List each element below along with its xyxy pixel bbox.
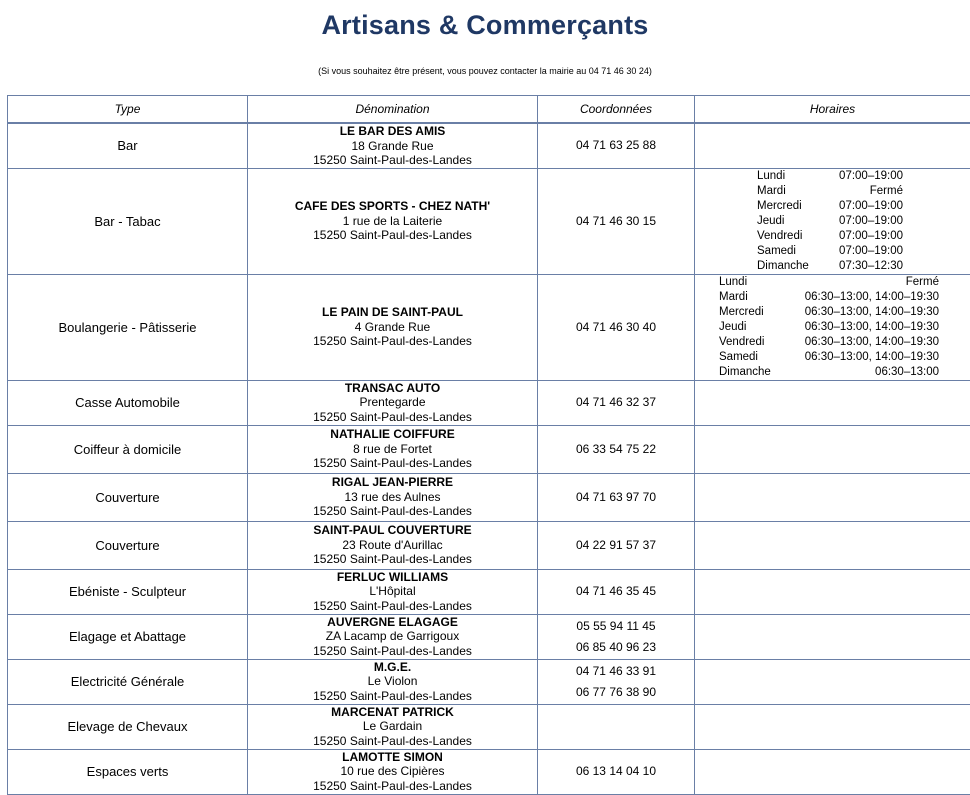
- table-row: [8, 659, 970, 704]
- hours-time: 06:30–13:00, 14:00–19:30: [785, 305, 939, 320]
- cell-denomination: [248, 380, 538, 425]
- phone-number: 04 71 46 30 40: [538, 317, 694, 338]
- business-name: MARCENAT PATRICK: [248, 705, 537, 720]
- hours-day: Jeudi: [757, 214, 831, 229]
- cell-type: Coiffeur à domicile: [8, 425, 248, 473]
- cell-horaires: [695, 704, 970, 749]
- phone-number: 04 71 46 32 37: [538, 392, 694, 413]
- hours-row: [695, 365, 970, 380]
- business-city: 15250 Saint-Paul-des-Landes: [248, 734, 537, 749]
- hours-day: Lundi: [719, 275, 785, 290]
- cell-coordonnees: [538, 380, 695, 425]
- cell-horaires: [695, 569, 970, 614]
- hours-row: [695, 350, 970, 365]
- cell-coordonnees: [538, 123, 695, 168]
- header-row: [8, 96, 970, 124]
- business-city: 15250 Saint-Paul-des-Landes: [248, 410, 537, 425]
- cell-horaires: [695, 274, 970, 380]
- business-address: 1 rue de la Laiterie: [248, 214, 537, 229]
- cell-type: Ebéniste - Sculpteur: [8, 569, 248, 614]
- cell-denomination: [248, 123, 538, 168]
- phone-number: 04 71 46 30 15: [538, 211, 694, 232]
- table-row: [8, 380, 970, 425]
- hours-day: Samedi: [757, 244, 831, 259]
- hours-row: [695, 335, 970, 350]
- phone-number: 06 33 54 75 22: [538, 439, 694, 460]
- hours-time: 07:00–19:00: [831, 229, 903, 244]
- cell-type: Espaces verts: [8, 749, 248, 794]
- hours-row: [695, 320, 970, 335]
- business-name: FERLUC WILLIAMS: [248, 570, 537, 585]
- hours-time: 06:30–13:00, 14:00–19:30: [785, 290, 939, 305]
- phone-number: 06 85 40 96 23: [538, 637, 694, 658]
- hours-day: Vendredi: [719, 335, 785, 350]
- cell-denomination: [248, 473, 538, 521]
- hours-day: Samedi: [719, 350, 785, 365]
- hours-row: [695, 169, 970, 184]
- hours-day: Mardi: [719, 290, 785, 305]
- cell-horaires: [695, 123, 970, 168]
- hours-row: [695, 184, 970, 199]
- cell-type: Boulangerie - Pâtisserie: [8, 274, 248, 380]
- business-name: LE BAR DES AMIS: [248, 124, 537, 139]
- cell-coordonnees: [538, 274, 695, 380]
- hours-row: [695, 214, 970, 229]
- cell-type: Couverture: [8, 521, 248, 569]
- hours-time: 07:00–19:00: [831, 199, 903, 214]
- hours-time: 07:00–19:00: [831, 244, 903, 259]
- hours-time: 06:30–13:00: [785, 365, 939, 380]
- table-row: [8, 274, 970, 380]
- phone-number: 05 55 94 11 45: [538, 616, 694, 637]
- cell-horaires: [695, 521, 970, 569]
- business-city: 15250 Saint-Paul-des-Landes: [248, 689, 537, 704]
- cell-denomination: [248, 425, 538, 473]
- hours-time: 06:30–13:00, 14:00–19:30: [785, 335, 939, 350]
- table-row: [8, 425, 970, 473]
- cell-horaires: [695, 168, 970, 274]
- table-row: [8, 168, 970, 274]
- cell-denomination: [248, 749, 538, 794]
- business-address: 10 rue des Cipières: [248, 764, 537, 779]
- cell-coordonnees: [538, 749, 695, 794]
- business-city: 15250 Saint-Paul-des-Landes: [248, 456, 537, 471]
- business-name: LAMOTTE SIMON: [248, 750, 537, 765]
- business-city: 15250 Saint-Paul-des-Landes: [248, 552, 537, 567]
- cell-type: Elagage et Abattage: [8, 614, 248, 659]
- hours-day: Dimanche: [719, 365, 785, 380]
- cell-denomination: [248, 274, 538, 380]
- hours-list: [695, 275, 970, 380]
- phone-number: 06 13 14 04 10: [538, 761, 694, 782]
- business-address: L'Hôpital: [248, 584, 537, 599]
- header-horaires: Horaires: [695, 96, 970, 124]
- phone-number: 04 71 46 35 45: [538, 581, 694, 602]
- business-city: 15250 Saint-Paul-des-Landes: [248, 153, 537, 168]
- hours-row: [695, 305, 970, 320]
- hours-time: 06:30–13:00, 14:00–19:30: [785, 350, 939, 365]
- phone-number: 04 71 63 25 88: [538, 135, 694, 156]
- hours-day: Mercredi: [719, 305, 785, 320]
- table-row: [8, 704, 970, 749]
- business-address: 13 rue des Aulnes: [248, 490, 537, 505]
- business-address: Le Violon: [248, 674, 537, 689]
- cell-denomination: [248, 521, 538, 569]
- phone-number: 04 71 46 33 91: [538, 661, 694, 682]
- hours-time: 07:00–19:00: [831, 214, 903, 229]
- business-name: TRANSAC AUTO: [248, 381, 537, 396]
- cell-horaires: [695, 659, 970, 704]
- cell-coordonnees: [538, 614, 695, 659]
- business-address: 18 Grande Rue: [248, 139, 537, 154]
- hours-row: [695, 244, 970, 259]
- business-name: M.G.E.: [248, 660, 537, 675]
- hours-row: [695, 259, 970, 274]
- hours-day: Vendredi: [757, 229, 831, 244]
- cell-horaires: [695, 380, 970, 425]
- cell-coordonnees: [538, 569, 695, 614]
- hours-day: Mercredi: [757, 199, 831, 214]
- business-address: 8 rue de Fortet: [248, 442, 537, 457]
- cell-denomination: [248, 168, 538, 274]
- directory-table-wrapper: [7, 95, 970, 795]
- business-city: 15250 Saint-Paul-des-Landes: [248, 334, 537, 349]
- business-address: 23 Route d'Aurillac: [248, 538, 537, 553]
- table-row: [8, 521, 970, 569]
- cell-coordonnees: [538, 659, 695, 704]
- business-city: 15250 Saint-Paul-des-Landes: [248, 228, 537, 243]
- hours-time: 07:30–12:30: [831, 259, 903, 274]
- cell-type: Bar: [8, 123, 248, 168]
- table-row: [8, 569, 970, 614]
- cell-type: Elevage de Chevaux: [8, 704, 248, 749]
- hours-day: Jeudi: [719, 320, 785, 335]
- business-name: LE PAIN DE SAINT-PAUL: [248, 305, 537, 320]
- hours-row: [695, 199, 970, 214]
- cell-type: Electricité Générale: [8, 659, 248, 704]
- business-address: Le Gardain: [248, 719, 537, 734]
- business-city: 15250 Saint-Paul-des-Landes: [248, 599, 537, 614]
- business-name: CAFE DES SPORTS - CHEZ NATH': [248, 199, 537, 214]
- cell-horaires: [695, 614, 970, 659]
- directory-table: [7, 95, 970, 795]
- header-denomination: Dénomination: [248, 96, 538, 124]
- cell-type: Couverture: [8, 473, 248, 521]
- business-name: RIGAL JEAN-PIERRE: [248, 475, 537, 490]
- page-subtitle: (Si vous souhaitez être présent, vous pouvez contacter la mairie au 04 71 46 30 24): [0, 66, 970, 76]
- cell-coordonnees: [538, 704, 695, 749]
- cell-horaires: [695, 749, 970, 794]
- cell-type: Casse Automobile: [8, 380, 248, 425]
- cell-coordonnees: [538, 521, 695, 569]
- table-row: [8, 123, 970, 168]
- business-address: ZA Lacamp de Garrigoux: [248, 629, 537, 644]
- business-name: NATHALIE COIFFURE: [248, 427, 537, 442]
- cell-denomination: [248, 614, 538, 659]
- cell-coordonnees: [538, 168, 695, 274]
- cell-type: Bar - Tabac: [8, 168, 248, 274]
- hours-time: 07:00–19:00: [831, 169, 903, 184]
- hours-day: Dimanche: [757, 259, 831, 274]
- hours-row: [695, 275, 970, 290]
- cell-denomination: [248, 569, 538, 614]
- page-title: Artisans & Commerçants: [0, 10, 970, 41]
- table-row: [8, 473, 970, 521]
- hours-time: 06:30–13:00, 14:00–19:30: [785, 320, 939, 335]
- hours-day: Mardi: [757, 184, 831, 199]
- hours-row: [695, 229, 970, 244]
- business-name: AUVERGNE ELAGAGE: [248, 615, 537, 630]
- phone-number: 04 71 63 97 70: [538, 487, 694, 508]
- hours-list: [695, 169, 970, 274]
- phone-number: 04 22 91 57 37: [538, 535, 694, 556]
- cell-horaires: [695, 473, 970, 521]
- business-city: 15250 Saint-Paul-des-Landes: [248, 644, 537, 659]
- business-city: 15250 Saint-Paul-des-Landes: [248, 779, 537, 794]
- hours-time: Fermé: [785, 275, 939, 290]
- table-body: [8, 123, 970, 794]
- cell-coordonnees: [538, 425, 695, 473]
- business-address: Prentegarde: [248, 395, 537, 410]
- cell-denomination: [248, 659, 538, 704]
- header-type: Type: [8, 96, 248, 124]
- business-city: 15250 Saint-Paul-des-Landes: [248, 504, 537, 519]
- table-row: [8, 749, 970, 794]
- phone-number: 06 77 76 38 90: [538, 682, 694, 703]
- hours-row: [695, 290, 970, 305]
- cell-coordonnees: [538, 473, 695, 521]
- business-name: SAINT-PAUL COUVERTURE: [248, 523, 537, 538]
- business-address: 4 Grande Rue: [248, 320, 537, 335]
- header-coordonnees: Coordonnées: [538, 96, 695, 124]
- table-row: [8, 614, 970, 659]
- cell-denomination: [248, 704, 538, 749]
- cell-horaires: [695, 425, 970, 473]
- hours-day: Lundi: [757, 169, 831, 184]
- hours-time: Fermé: [831, 184, 903, 199]
